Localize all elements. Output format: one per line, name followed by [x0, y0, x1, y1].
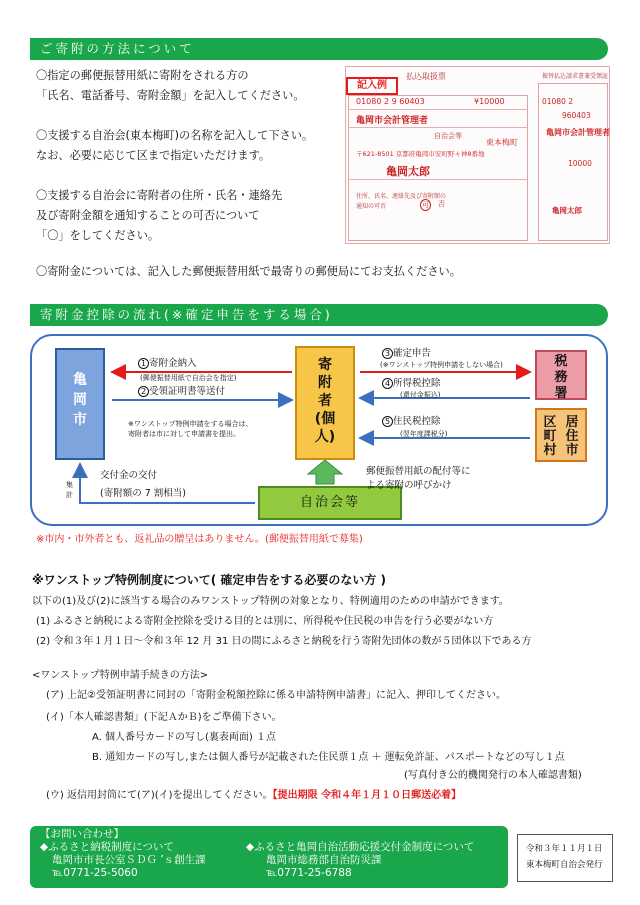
contact-title: 【お問い合わせ】	[40, 828, 124, 840]
form-right-payee: 亀岡市会計管理者	[546, 128, 610, 137]
deadline: 【提出期限 令和４年１月１０日郵送必着】	[272, 790, 462, 801]
form-right-name: 亀岡太郎	[552, 206, 582, 215]
form-account-no: 01080 2 9 60403	[356, 97, 425, 106]
instruction-2-line2: なお、必要に応じて区まで指定いただけます。	[36, 149, 271, 162]
flow-grant-sub: (寄附額の 7 割相当)	[100, 488, 186, 499]
contact-right-dept: 亀岡市総務部自治防災課	[266, 854, 382, 866]
issue-date: 令和３年１１月１日	[526, 844, 603, 854]
no-gift-note: ※市内・市外者とも、返礼品の贈呈はありません。(郵便振替用紙で募集)	[36, 534, 363, 545]
node-jichikai: 自治会等	[258, 486, 402, 520]
form-header-right: 振替払込請求書兼受領証	[542, 73, 609, 80]
flow-step3-sub: (※ワンストップ特例申請をしない場合)	[380, 361, 503, 369]
form-notice-circle: 可	[422, 201, 429, 209]
flow-aggregate-label: 集計	[66, 481, 73, 499]
form-notice-no: 否	[438, 200, 445, 208]
flow-appeal-line1: 郵便振替用紙の配付等に	[366, 466, 471, 477]
form-jichikai-label: 自治会等	[434, 132, 462, 140]
onestop-intro: 以下の(1)及び(2)に該当する場合のみワンストップ特例の対象となり、特例適用のための申請ができます。	[32, 596, 509, 607]
sample-badge: 記入例	[346, 77, 398, 95]
flow-step3-label: 3 確定申告	[382, 348, 431, 360]
section-title-donation-method: ご寄附の方法について	[30, 38, 608, 60]
node-kameoka-city: 亀 岡 市	[55, 348, 105, 460]
contact-right-head: ◆ふるさと亀岡自治活動応援交付金制度について	[246, 841, 475, 853]
method-u: (ウ) 返信用封筒にて(ア)(イ)を提出してください。【提出期限 令和４年１月１０日郵送必着】	[46, 790, 462, 801]
method-title: <ワンストップ特例申請手続きの方法>	[32, 670, 209, 681]
form-name: 亀岡太郎	[386, 165, 430, 178]
flow-appeal-line2: よる寄附の呼びかけ	[366, 480, 452, 491]
flow-step2-label: 2 受領証明書等送付	[138, 386, 225, 398]
node-tax-office: 税 務 署	[535, 350, 587, 400]
contact-left-tel: ℡0771-25-5060	[52, 867, 138, 879]
onestop-item1: (1) ふるさと納税による寄附金控除を受ける目的とは別に、所得税や住民税の申告を行う必要がない方	[36, 616, 494, 627]
flow-grant-label: 交付金の交付	[100, 470, 158, 481]
issuer: 東本梅町自治会発行	[526, 860, 603, 870]
method-option-b-note: (写真付き公的機関発行の本人確認書類)	[404, 770, 582, 781]
instruction-3-line3: 「〇」をしてください。	[36, 229, 160, 242]
node-municipality: 区 町 村 居 住 市	[535, 408, 587, 462]
form-notice-line2: 通知の可否	[356, 203, 387, 210]
flow-step4-label: 4 所得税控除	[382, 378, 441, 390]
form-notice-line1: 住所、氏名、連絡先及び寄附額の	[356, 193, 447, 200]
instruction-1-line1: 〇指定の郵便振替用紙に寄附をされる方の	[36, 69, 249, 82]
instruction-1-line2: 「氏名、電話番号、寄附金額」を記入してください。	[36, 89, 305, 102]
form-right-amount: 10000	[568, 159, 592, 168]
form-amount: ¥10000	[474, 97, 505, 106]
contact-box	[30, 826, 508, 888]
instruction-3-line2: 及び寄附金額を通知することの可否について	[36, 209, 260, 222]
instruction-3-line1: 〇支援する自治会に寄附者の住所・氏名・連絡先	[36, 189, 283, 202]
contact-left-dept: 亀岡市市長公室ＳＤＧ ’ｓ創生課	[52, 854, 206, 866]
section-title-deduction-flow: 寄附金控除の流れ(※確定申告をする場合)	[30, 304, 608, 326]
instruction-4: 〇寄附金については、記入した郵便振替用紙で最寄りの郵便局にてお支払ください。	[36, 265, 461, 278]
contact-left-head: ◆ふるさと納税制度について	[40, 841, 174, 853]
onestop-heading: ※ワンストップ特例制度について( 確定申告をする必要のない方 )	[32, 573, 387, 587]
form-jichikai-name: 東本梅町	[486, 138, 518, 147]
flow-step4-sub: (還付金振込)	[400, 391, 441, 399]
form-payee: 亀岡市会計管理者	[356, 116, 429, 126]
node-donor: 寄 附 者 (個 人)	[295, 346, 355, 460]
form-address: 〒621-8501 京都府亀岡市安町野々神8番地	[356, 150, 485, 158]
flow-note-line2: 寄附者は市に対して申請書を提出。	[128, 430, 240, 438]
form-right-account: 01080 2	[542, 97, 574, 106]
form-right-number: 960403	[562, 111, 591, 120]
contact-right-tel: ℡0771-25-6788	[266, 867, 352, 879]
method-option-a: A. 個人番号カードの写し(裏表両面) １点	[92, 732, 277, 743]
method-option-b: B. 通知カードの写し,または個人番号が記載された住民票１点 ＋ 運転免許証、パスポートなどの写し１点	[92, 752, 565, 763]
instruction-2-line1: 〇支援する自治会(東本梅町)の名称を記入して下さい。	[36, 129, 314, 142]
method-i: (イ)「本人確認書類」(下記ＡかＢ)をご準備下さい。	[46, 712, 282, 723]
flow-step5-sub: (翌年度課税分)	[400, 430, 448, 438]
form-header-left: 払込取扱票	[406, 72, 446, 81]
method-a: (ア) 上記②受領証明書に同封の「寄附金税額控除に係る申請特例申請書」に記入、押印してください。	[46, 690, 506, 701]
issue-box	[517, 834, 613, 882]
flow-step1-label: 1 寄附金納入	[138, 358, 197, 370]
flow-step1-sub: (郵便振替用紙で自治会を指定)	[140, 374, 237, 382]
flow-step5-label: 5 住民税控除	[382, 416, 441, 428]
onestop-item2: (2) 令和３年１月１日～令和３年 12 月 31 日の間にふるさと納税を行う寄附先団体の数が５団体以下である方	[36, 636, 532, 647]
flow-note-line1: ※ワンストップ特例申請をする場合は、	[128, 420, 253, 428]
